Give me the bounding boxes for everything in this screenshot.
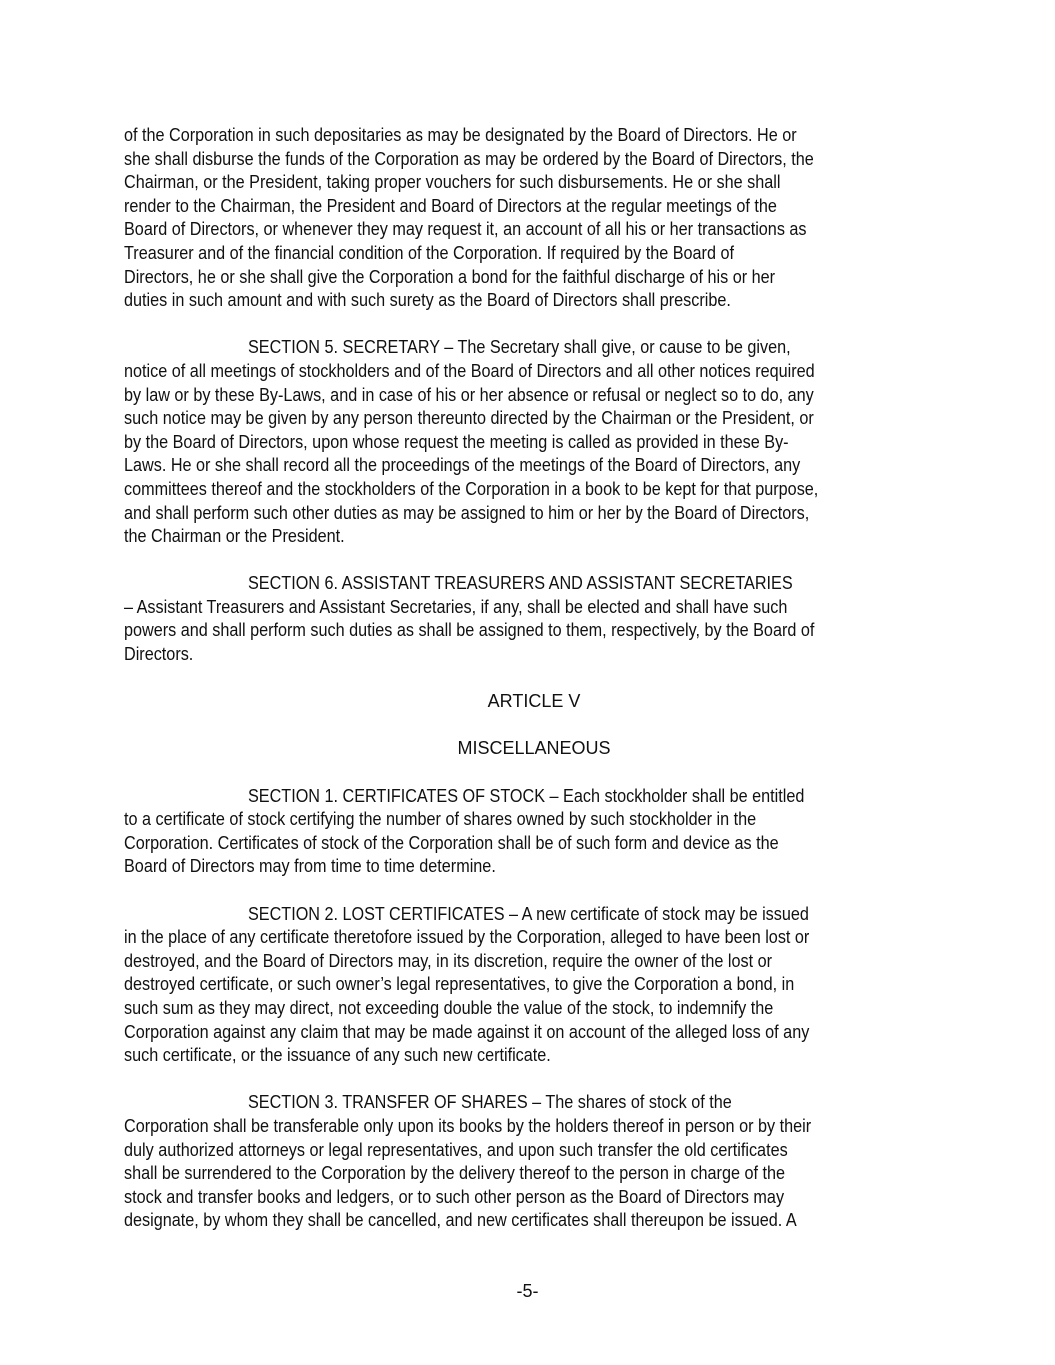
text-line-content: such notice may be given by any person thereunto directed by the Chairman or the President, or bbox=[124, 408, 814, 429]
text-line-content: designate, by whom they shall be cancelled, and new certificates shall thereupon be issued. A bbox=[124, 1210, 797, 1231]
text-line bbox=[124, 950, 944, 974]
text-line-content: she shall disburse the funds of the Corporation as may be ordered by the Board of Directors, the bbox=[124, 148, 814, 169]
text-line-content: committees thereof and the stockholders of the Corporation in a book to be kept for that purpose, bbox=[124, 478, 819, 499]
paragraph bbox=[124, 785, 944, 879]
text-line bbox=[124, 171, 944, 195]
paragraph bbox=[124, 572, 944, 666]
paragraphs-bottom bbox=[124, 785, 944, 1233]
text-line bbox=[124, 997, 944, 1021]
text-line bbox=[124, 1044, 944, 1068]
text-line bbox=[124, 619, 944, 643]
paragraph bbox=[124, 903, 944, 1068]
text-line bbox=[124, 926, 944, 950]
page-number: -5- bbox=[516, 1281, 539, 1301]
text-line bbox=[124, 572, 944, 596]
text-line-content: the Chairman or the President. bbox=[124, 526, 345, 547]
paragraph bbox=[124, 1091, 944, 1233]
text-line bbox=[124, 195, 944, 219]
text-line-content: Laws. He or she shall record all the proceedings of the meetings of the Board of Directors, any bbox=[124, 455, 801, 476]
text-line-content: Treasurer and of the financial condition of the Corporation. If required by the Board of bbox=[124, 242, 734, 263]
text-line-content: in the place of any certificate theretofore issued by the Corporation, alleged to have been lost or bbox=[124, 927, 810, 948]
text-line bbox=[124, 1186, 944, 1210]
text-line-content: stock and transfer books and ledgers, or to such other person as the Board of Directors may bbox=[124, 1186, 785, 1207]
text-line bbox=[124, 407, 944, 431]
article-subtitle: MISCELLANEOUS bbox=[457, 738, 611, 759]
text-line-content: shall be surrendered to the Corporation by the delivery thereof to the person in charge of the bbox=[124, 1163, 786, 1184]
text-line bbox=[124, 596, 944, 620]
text-line bbox=[124, 1115, 944, 1139]
text-line bbox=[124, 1021, 944, 1045]
article-title: ARTICLE V bbox=[487, 691, 581, 712]
text-line-content: by law or by these By-Laws, and in case of his or her absence or refusal or neglect so to do, any bbox=[124, 384, 814, 405]
text-line bbox=[124, 785, 944, 809]
text-line bbox=[124, 454, 944, 478]
text-line bbox=[124, 289, 944, 313]
text-line bbox=[124, 855, 944, 879]
text-line-content: such certificate, or the issuance of any such new certificate. bbox=[124, 1045, 551, 1066]
text-line-content: Board of Directors may from time to time determine. bbox=[124, 856, 496, 877]
text-line bbox=[124, 903, 944, 927]
text-line-content: – Assistant Treasurers and Assistant Secretaries, if any, shall be elected and shall have such bbox=[124, 596, 788, 617]
paragraphs-top bbox=[124, 124, 944, 667]
text-line-content: SECTION 5. SECRETARY – The Secretary shall give, or cause to be given, bbox=[248, 337, 791, 358]
text-line-content: and shall perform such other duties as may be assigned to him or her by the Board of Directors, bbox=[124, 502, 810, 523]
text-line bbox=[124, 973, 944, 997]
text-line-content: SECTION 3. TRANSFER OF SHARES – The shares of stock of the bbox=[248, 1092, 732, 1113]
text-line-content: render to the Chairman, the President and Board of Directors at the regular meetings of the bbox=[124, 195, 777, 216]
text-line bbox=[124, 808, 944, 832]
text-line bbox=[124, 478, 944, 502]
text-line bbox=[124, 218, 944, 242]
text-line bbox=[124, 502, 944, 526]
text-line-content: of the Corporation in such depositaries as may be designated by the Board of Directors. He or bbox=[124, 125, 797, 145]
text-line bbox=[124, 148, 944, 172]
text-line bbox=[124, 384, 944, 408]
text-line-content: Corporation against any claim that may be made against it on account of the alleged loss of any bbox=[124, 1021, 810, 1042]
text-line-content: Corporation. Certificates of stock of the Corporation shall be of such form and device as the bbox=[124, 832, 779, 853]
text-line bbox=[124, 242, 944, 266]
text-line bbox=[124, 832, 944, 856]
text-line-content: Directors. bbox=[124, 644, 194, 665]
text-line-content: powers and shall perform such duties as shall be assigned to them, respectively, by the Board of bbox=[124, 620, 815, 641]
text-line bbox=[124, 643, 944, 667]
text-line bbox=[124, 1209, 944, 1233]
text-line bbox=[124, 336, 944, 360]
text-line-content: SECTION 6. ASSISTANT TREASURERS AND ASSISTANT SECRETARIES bbox=[248, 573, 793, 594]
text-line bbox=[124, 1091, 944, 1115]
text-line-content: Board of Directors, or whenever they may request it, an account of all his or her transactions as bbox=[124, 219, 807, 240]
text-line-content: duly authorized attorneys or legal representatives, and upon such transfer the old certificates bbox=[124, 1139, 788, 1160]
text-line bbox=[124, 525, 944, 549]
document-page bbox=[124, 124, 944, 1257]
text-line bbox=[124, 360, 944, 384]
text-line bbox=[124, 124, 944, 148]
text-line-content: such sum as they may direct, not exceeding double the value of the stock, to indemnify the bbox=[124, 997, 774, 1018]
text-line-content: SECTION 2. LOST CERTIFICATES – A new certificate of stock may be issued bbox=[248, 903, 809, 924]
text-line-content: Corporation shall be transferable only upon its books by the holders thereof in person or by their bbox=[124, 1115, 812, 1136]
paragraph bbox=[124, 124, 944, 313]
text-line-content: duties in such amount and with such surety as the Board of Directors shall prescribe. bbox=[124, 290, 731, 311]
text-line bbox=[124, 266, 944, 290]
text-line-content: SECTION 1. CERTIFICATES OF STOCK – Each stockholder shall be entitled bbox=[248, 785, 805, 806]
text-line-content: destroyed certificate, or such owner’s legal representatives, to give the Corporation a bond, in bbox=[124, 974, 795, 995]
text-line bbox=[124, 1162, 944, 1186]
text-line-content: to a certificate of stock certifying the number of shares owned by such stockholder in the bbox=[124, 809, 757, 830]
text-line bbox=[124, 431, 944, 455]
text-line-content: destroyed, and the Board of Directors may, in its discretion, require the owner of the lost or bbox=[124, 950, 773, 971]
text-line-content: Chairman, or the President, taking proper vouchers for such disbursements. He or she shall bbox=[124, 172, 781, 193]
text-line bbox=[124, 1139, 944, 1163]
text-line-content: notice of all meetings of stockholders and of the Board of Directors and all other notices required bbox=[124, 360, 815, 381]
paragraph bbox=[124, 336, 944, 548]
text-line-content: Directors, he or she shall give the Corporation a bond for the faithful discharge of his or her bbox=[124, 266, 776, 287]
text-line-content: by the Board of Directors, upon whose request the meeting is called as provided in these By- bbox=[124, 431, 789, 452]
